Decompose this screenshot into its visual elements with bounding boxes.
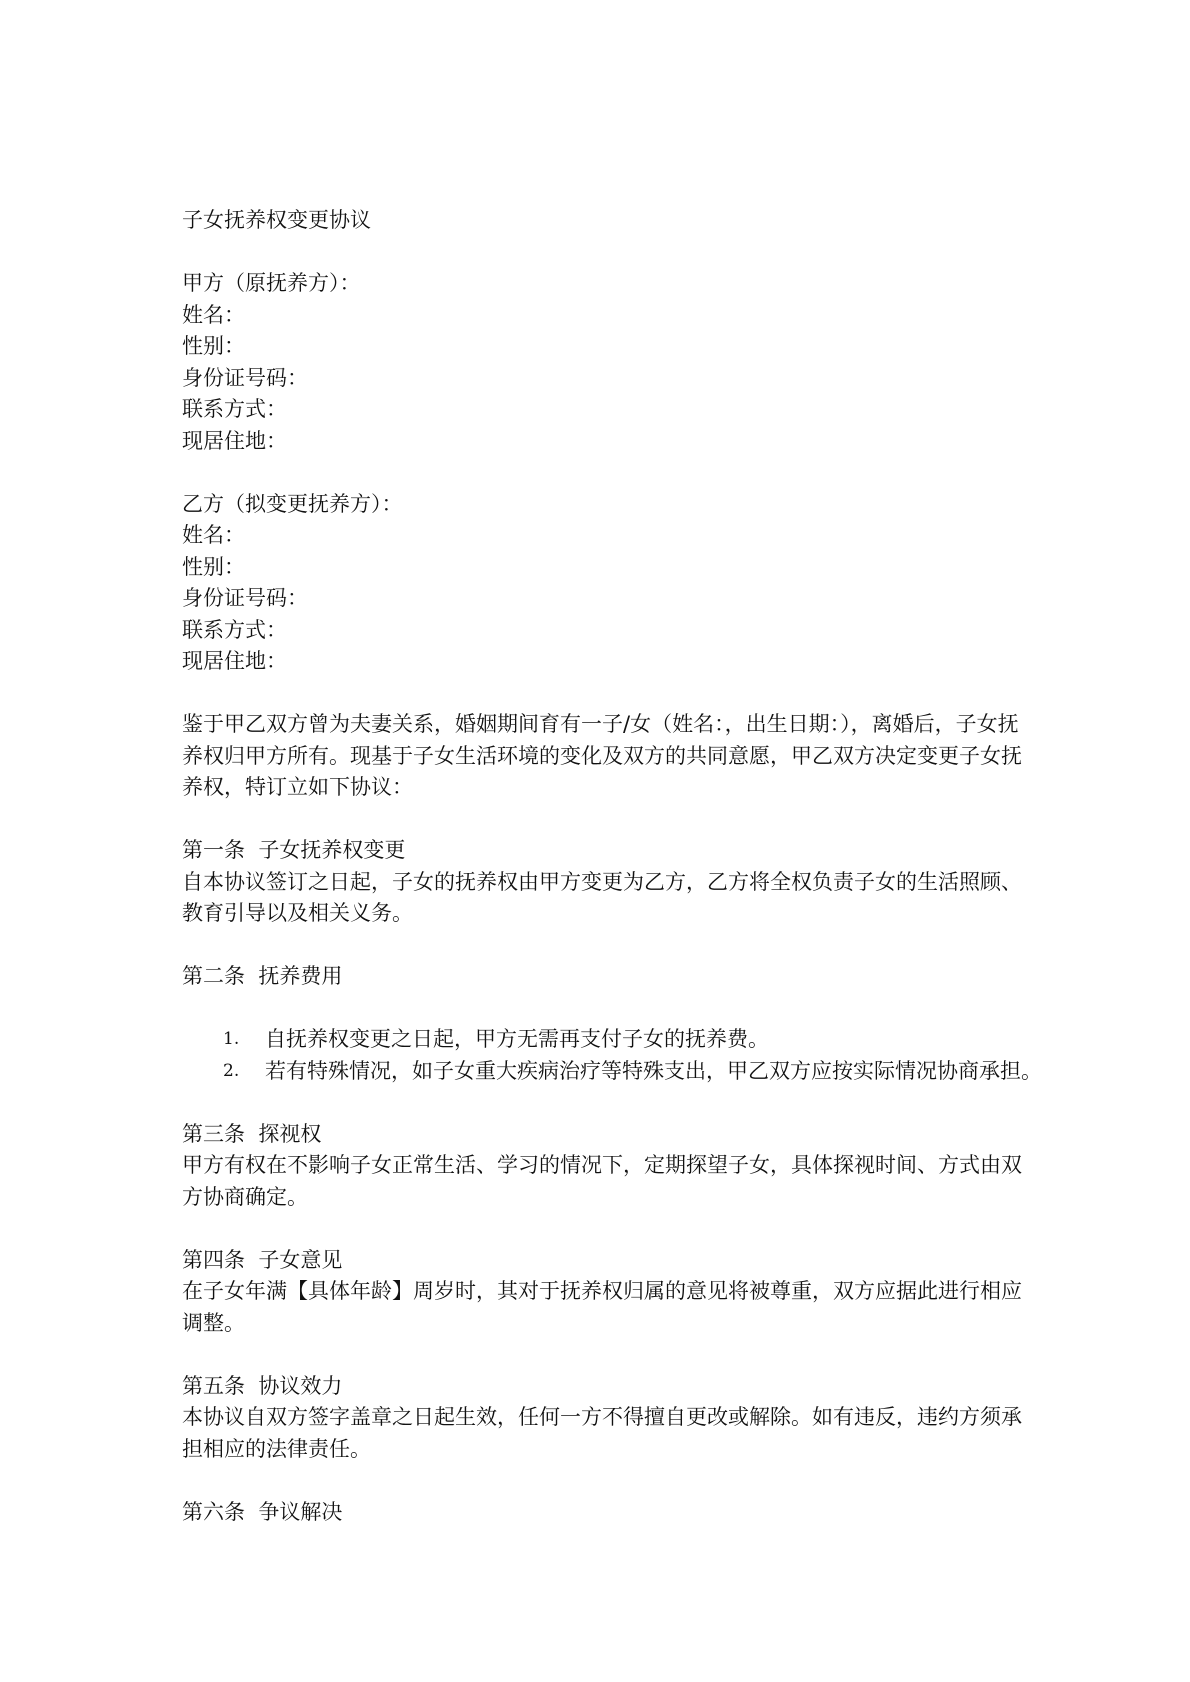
article-2 (182, 961, 1042, 1087)
party-a-name-field: 姓名： (182, 302, 245, 327)
article-4 (182, 1245, 1022, 1340)
spacer (182, 1465, 1022, 1497)
party-b-name-field: 姓名： (182, 523, 245, 547)
article-5-body: 本协议自双方签字盖章之日起生效，任何一方不得擅自更改或解除。如有违反，违约方须承担相应的法律责任。 (182, 1405, 1022, 1461)
party-a-gender-field: 性别： (182, 334, 245, 358)
list-item-text: 自抚养权变更之日起，甲方无需再支付子女的抚养费。 (265, 1027, 769, 1051)
article-3-body: 甲方有权在不影响子女正常生活、学习的情况下，定期探望子女，具体探视时间、方式由双方协商确定。 (182, 1153, 1022, 1209)
article-2-heading: 第二条 抚养费用 (182, 964, 343, 988)
spacer (182, 1339, 1022, 1371)
document-page (182, 205, 1042, 1528)
list-item (182, 1024, 1022, 1056)
party-a-address-field: 现居住地： (182, 428, 287, 453)
party-b-address-field: 现居住地： (182, 649, 287, 673)
party-b-section (182, 489, 1022, 678)
spacer (182, 678, 1022, 710)
party-b-gender-field: 性别： (182, 554, 245, 579)
party-a-heading: 甲方（原抚养方）： (182, 271, 361, 295)
spacer (182, 804, 1022, 836)
party-a-id-field: 身份证号码： (182, 365, 308, 390)
article-1-heading: 第一条 子女抚养权变更 (182, 838, 406, 862)
document-title: 子女抚养权变更协议 (182, 208, 371, 232)
list-item-text: 若有特殊情况，如子女重大疾病治疗等特殊支出，甲乙双方应按实际情况协商承担。 (265, 1058, 1042, 1083)
spacer (182, 930, 1022, 962)
party-a-section (182, 268, 1022, 457)
article-4-heading: 第四条 子女意见 (182, 1247, 343, 1272)
article-5-heading: 第五条 协议效力 (182, 1373, 343, 1398)
spacer (182, 1087, 1022, 1119)
article-3 (182, 1119, 1022, 1214)
party-b-id-field: 身份证号码： (182, 586, 308, 610)
spacer (182, 1213, 1022, 1245)
spacer (182, 237, 1022, 269)
party-a-contact-field: 联系方式： (182, 397, 287, 421)
preamble-paragraph: 鉴于甲乙双方曾为夫妻关系，婚姻期间育有一子/女（姓名：，出生日期：），离婚后，子女抚养权归甲方所有。现基于子女生活环境的变化及双方的共同意愿，甲乙双方决定变更子女抚养权，特订立如下协议： (182, 712, 1022, 799)
spacer (182, 457, 1022, 489)
list-item (182, 1056, 1042, 1088)
article-1 (182, 835, 1022, 930)
article-4-body: 在子女年满【具体年龄】周岁时，其对于抚养权归属的意见将被尊重，双方应据此进行相应调整。 (182, 1279, 1022, 1335)
article-3-heading: 第三条 探视权 (182, 1121, 322, 1146)
list-item-number: 1. (223, 1029, 240, 1049)
article-5 (182, 1371, 1022, 1466)
article-2-list (182, 1024, 1042, 1087)
spacer (182, 993, 1022, 1025)
article-6-heading: 第六条 争议解决 (182, 1499, 343, 1524)
party-b-contact-field: 联系方式： (182, 617, 287, 642)
article-1-body: 自本协议签订之日起，子女的抚养权由甲方变更为乙方，乙方将全权负责子女的生活照顾、教育引导以及相关义务。 (182, 869, 1022, 925)
party-b-heading: 乙方（拟变更抚养方）： (182, 491, 403, 516)
list-item-number: 2. (223, 1060, 240, 1081)
article-6 (182, 1497, 1022, 1529)
